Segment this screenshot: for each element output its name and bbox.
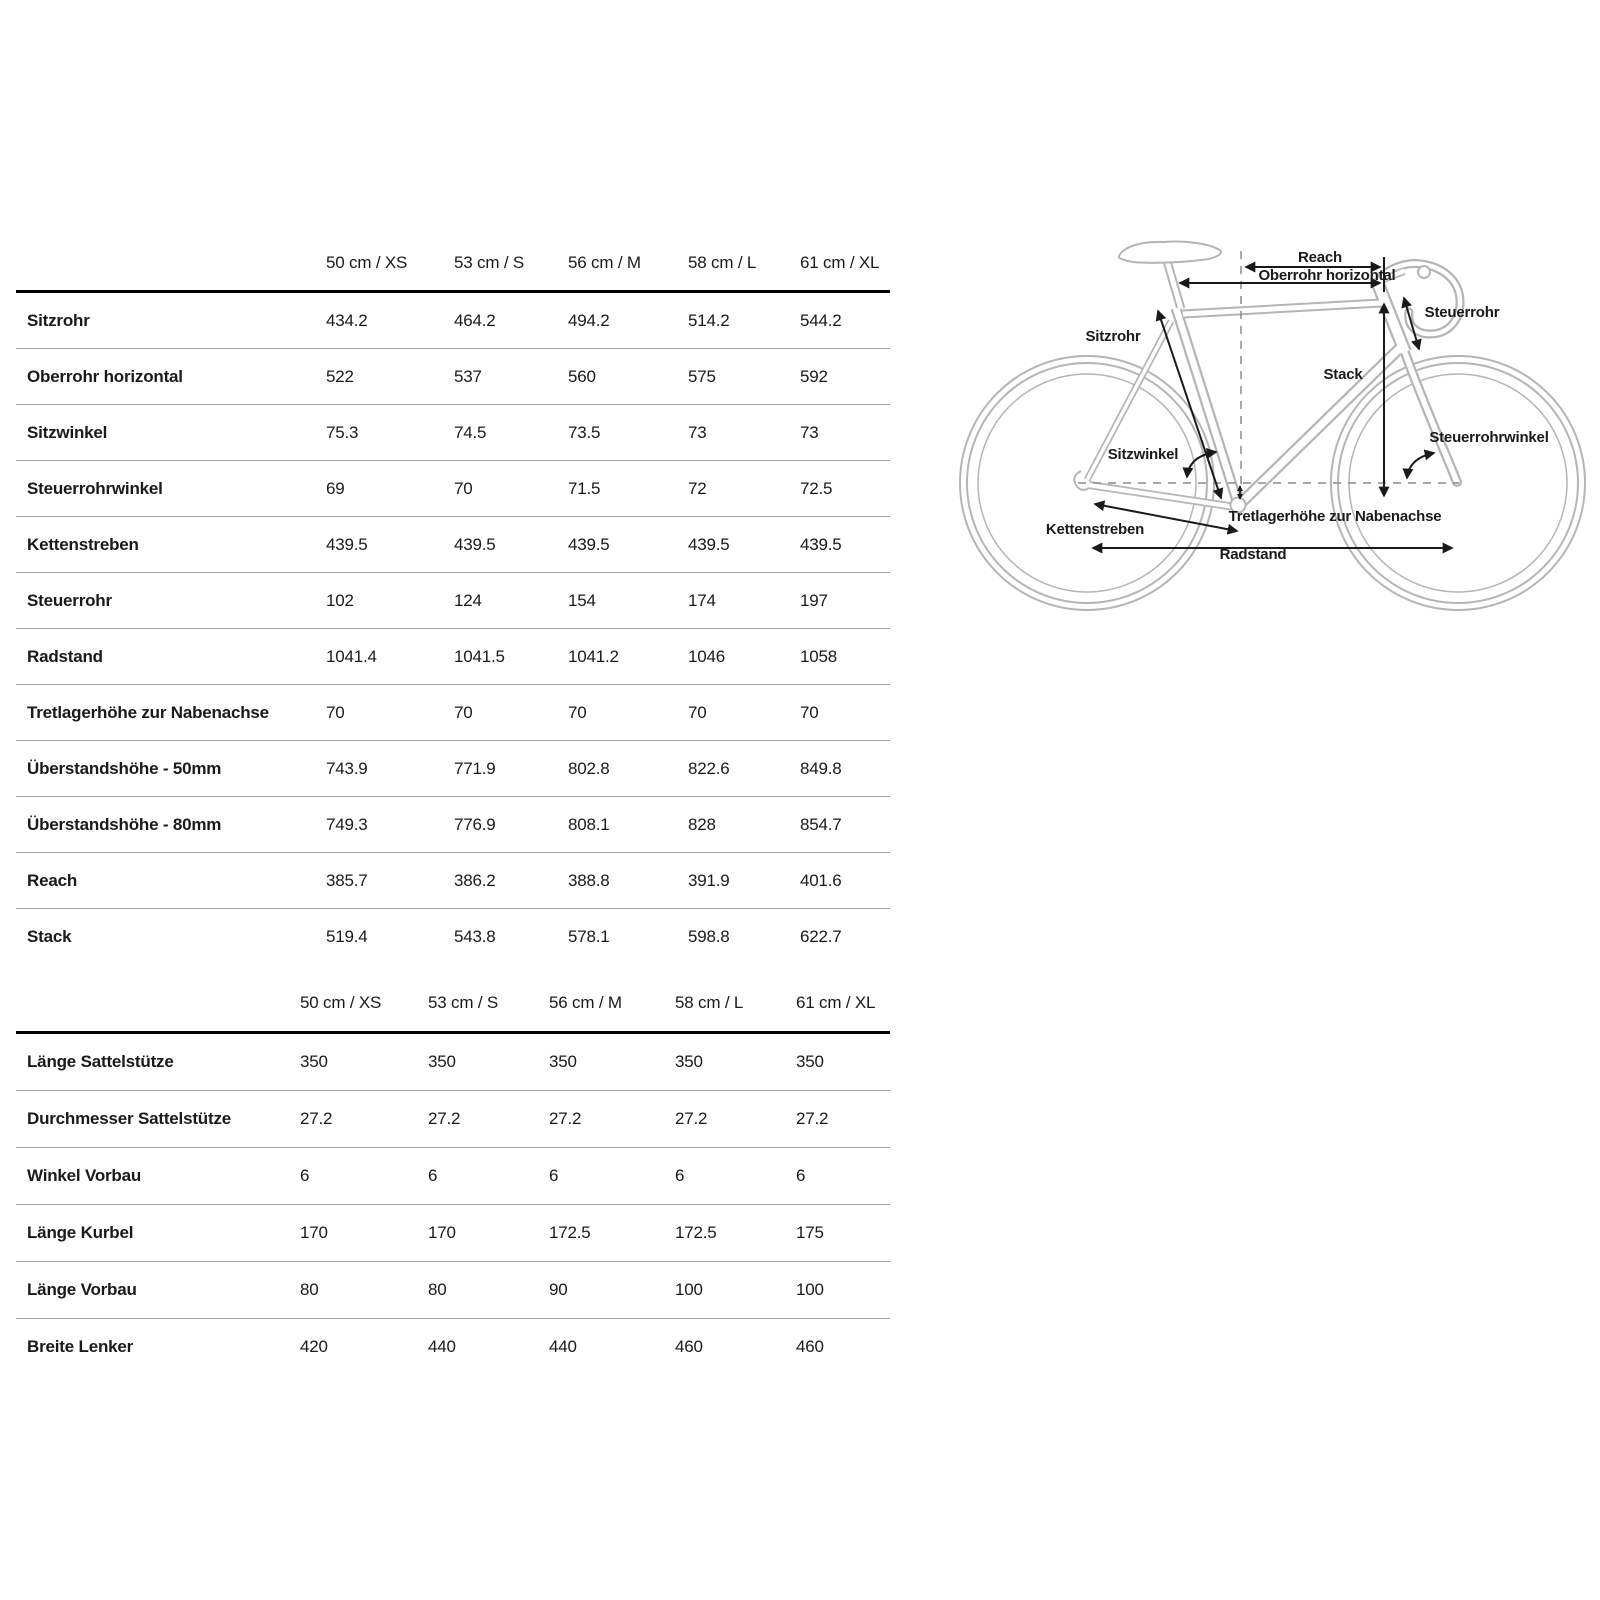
row-label: Überstandshöhe - 80mm <box>27 814 222 834</box>
steuerrohr-label: Steuerrohr <box>1424 304 1500 321</box>
table-row <box>16 796 890 852</box>
cell-value: 537 <box>454 366 482 386</box>
cell-value: 73 <box>688 422 707 442</box>
cell-value: 90 <box>549 1280 568 1299</box>
row-label: Steuerrohr <box>27 590 112 610</box>
table-row <box>16 1261 890 1318</box>
cell-value: 439.5 <box>454 534 496 554</box>
cell-value: 743.9 <box>326 758 368 778</box>
sitzrohr-label: Sitzrohr <box>1085 328 1141 345</box>
column-header: 56 cm / M <box>568 252 641 272</box>
cell-value: 80 <box>300 1280 319 1299</box>
cell-value: 72 <box>688 478 707 498</box>
cell-value: 174 <box>688 590 716 610</box>
table-row <box>16 852 890 908</box>
column-header: 58 cm / L <box>675 993 744 1012</box>
cell-value: 75.3 <box>326 422 359 442</box>
tretlagerhoehe-label: Tretlagerhöhe zur Nabenachse <box>1228 508 1442 525</box>
cell-value: 578.1 <box>568 926 610 946</box>
cell-value: 70 <box>454 702 473 722</box>
row-label: Länge Kurbel <box>27 1223 134 1242</box>
row-label: Steuerrohrwinkel <box>27 478 163 498</box>
column-header: 61 cm / XL <box>800 252 880 272</box>
cell-value: 350 <box>300 1052 328 1071</box>
row-label: Überstandshöhe - 50mm <box>27 758 222 778</box>
cell-value: 440 <box>549 1337 577 1356</box>
reach-label: Reach <box>1297 249 1343 266</box>
table-row <box>16 293 890 348</box>
cell-value: 849.8 <box>800 758 842 778</box>
table-row <box>16 404 890 460</box>
cell-value: 71.5 <box>568 478 601 498</box>
size-header-row <box>16 975 890 1034</box>
column-header: 50 cm / XS <box>300 993 382 1012</box>
geometry-table-section-2 <box>16 975 890 1375</box>
cell-value: 854.7 <box>800 814 842 834</box>
cell-value: 434.2 <box>326 310 368 330</box>
size-header-row <box>16 235 890 293</box>
column-header: 56 cm / M <box>549 993 622 1012</box>
cell-value: 802.8 <box>568 758 610 778</box>
bar-end <box>1418 266 1430 278</box>
cell-value: 464.2 <box>454 310 496 330</box>
stack-label: Stack <box>1323 366 1363 383</box>
cell-value: 1041.5 <box>454 646 505 666</box>
cell-value: 100 <box>675 1280 703 1299</box>
cell-value: 170 <box>300 1223 328 1242</box>
cell-value: 124 <box>454 590 482 610</box>
cell-value: 70 <box>326 702 345 722</box>
cell-value: 575 <box>688 366 716 386</box>
cell-value: 6 <box>549 1166 559 1185</box>
cell-value: 386.2 <box>454 870 496 890</box>
row-label: Stack <box>27 926 72 946</box>
row-label: Sitzrohr <box>27 310 90 330</box>
cell-value: 27.2 <box>549 1109 582 1128</box>
steuerrohrwinkel-arc <box>1407 453 1434 478</box>
table-row <box>16 572 890 628</box>
cell-value: 70 <box>454 478 473 498</box>
cell-value: 440 <box>428 1337 456 1356</box>
sitzwinkel-label: Sitzwinkel <box>1107 446 1179 463</box>
cell-value: 776.9 <box>454 814 496 834</box>
cell-value: 73 <box>800 422 819 442</box>
cell-value: 73.5 <box>568 422 601 442</box>
row-label: Durchmesser Sattelstütze <box>27 1109 231 1128</box>
cell-value: 27.2 <box>796 1109 829 1128</box>
cell-value: 350 <box>675 1052 703 1071</box>
cell-value: 1041.4 <box>326 646 377 666</box>
cell-value: 70 <box>688 702 707 722</box>
table-row <box>16 1147 890 1204</box>
cell-value: 388.8 <box>568 870 610 890</box>
row-label: Tretlagerhöhe zur Nabenachse <box>27 702 269 722</box>
column-header: 61 cm / XL <box>796 993 876 1012</box>
cell-value: 27.2 <box>428 1109 461 1128</box>
cell-value: 544.2 <box>800 310 842 330</box>
diagram-labels <box>1046 249 1549 563</box>
column-header: 58 cm / L <box>688 252 757 272</box>
cell-value: 175 <box>796 1223 824 1242</box>
row-label: Breite Lenker <box>27 1337 134 1356</box>
measurement-arrows <box>1093 257 1452 548</box>
cell-value: 514.2 <box>688 310 730 330</box>
table-row <box>16 516 890 572</box>
cell-value: 350 <box>428 1052 456 1071</box>
column-header: 53 cm / S <box>428 993 499 1012</box>
cell-value: 808.1 <box>568 814 610 834</box>
cell-value: 439.5 <box>326 534 368 554</box>
row-label: Winkel Vorbau <box>27 1166 142 1185</box>
table-row <box>16 740 890 796</box>
cell-value: 74.5 <box>454 422 487 442</box>
frame-fill <box>1087 261 1460 507</box>
cell-value: 439.5 <box>800 534 842 554</box>
cell-value: 592 <box>800 366 828 386</box>
table-row <box>16 908 890 964</box>
table-row <box>16 348 890 404</box>
cell-value: 543.8 <box>454 926 496 946</box>
column-header: 53 cm / S <box>454 252 525 272</box>
cell-value: 828 <box>688 814 716 834</box>
table-row <box>16 460 890 516</box>
row-label: Radstand <box>27 646 103 666</box>
cell-value: 197 <box>800 590 828 610</box>
cell-value: 1041.2 <box>568 646 619 666</box>
cell-value: 6 <box>796 1166 806 1185</box>
cell-value: 494.2 <box>568 310 610 330</box>
cell-value: 460 <box>796 1337 824 1356</box>
table-row <box>16 1034 890 1090</box>
cell-value: 350 <box>549 1052 577 1071</box>
radstand-label: Radstand <box>1219 546 1287 563</box>
cell-value: 27.2 <box>300 1109 333 1128</box>
row-label: Sitzwinkel <box>27 422 108 442</box>
cell-value: 1046 <box>688 646 726 666</box>
cell-value: 460 <box>675 1337 703 1356</box>
cell-value: 6 <box>300 1166 310 1185</box>
table-row <box>16 1204 890 1261</box>
cell-value: 822.6 <box>688 758 730 778</box>
cell-value: 401.6 <box>800 870 842 890</box>
oberrohr-horizontal-label: Oberrohr horizontal <box>1258 267 1396 284</box>
cell-value: 102 <box>326 590 354 610</box>
cell-value: 72.5 <box>800 478 833 498</box>
cell-value: 385.7 <box>326 870 368 890</box>
cell-value: 420 <box>300 1337 328 1356</box>
table-row <box>16 1090 890 1147</box>
column-header: 50 cm / XS <box>326 252 408 272</box>
cell-value: 622.7 <box>800 926 842 946</box>
saddle <box>1119 241 1221 262</box>
bike-geometry-diagram <box>940 205 1600 625</box>
table-row <box>16 628 890 684</box>
row-label: Kettenstreben <box>27 534 139 554</box>
cell-value: 6 <box>675 1166 685 1185</box>
cell-value: 439.5 <box>688 534 730 554</box>
row-label: Reach <box>27 870 78 890</box>
cell-value: 519.4 <box>326 926 368 946</box>
table-row <box>16 1318 890 1375</box>
table-row <box>16 684 890 740</box>
cell-value: 80 <box>428 1280 447 1299</box>
cell-value: 27.2 <box>675 1109 708 1128</box>
cell-value: 69 <box>326 478 345 498</box>
row-label: Länge Sattelstütze <box>27 1052 174 1071</box>
steuerrohrwinkel-label: Steuerrohrwinkel <box>1429 429 1549 446</box>
cell-value: 439.5 <box>568 534 610 554</box>
cell-value: 70 <box>800 702 819 722</box>
cell-value: 100 <box>796 1280 824 1299</box>
cell-value: 172.5 <box>675 1223 717 1242</box>
cell-value: 172.5 <box>549 1223 591 1242</box>
cell-value: 749.3 <box>326 814 368 834</box>
cell-value: 560 <box>568 366 596 386</box>
geometry-table-section-1 <box>16 235 890 964</box>
cell-value: 771.9 <box>454 758 496 778</box>
row-label: Oberrohr horizontal <box>27 366 183 386</box>
cell-value: 1058 <box>800 646 838 666</box>
cell-value: 6 <box>428 1166 438 1185</box>
cell-value: 522 <box>326 366 354 386</box>
cell-value: 598.8 <box>688 926 730 946</box>
cell-value: 154 <box>568 590 596 610</box>
row-label: Länge Vorbau <box>27 1280 137 1299</box>
kettenstreben-label: Kettenstreben <box>1045 521 1145 538</box>
cell-value: 391.9 <box>688 870 730 890</box>
cell-value: 70 <box>568 702 587 722</box>
cell-value: 350 <box>796 1052 824 1071</box>
cell-value: 170 <box>428 1223 456 1242</box>
